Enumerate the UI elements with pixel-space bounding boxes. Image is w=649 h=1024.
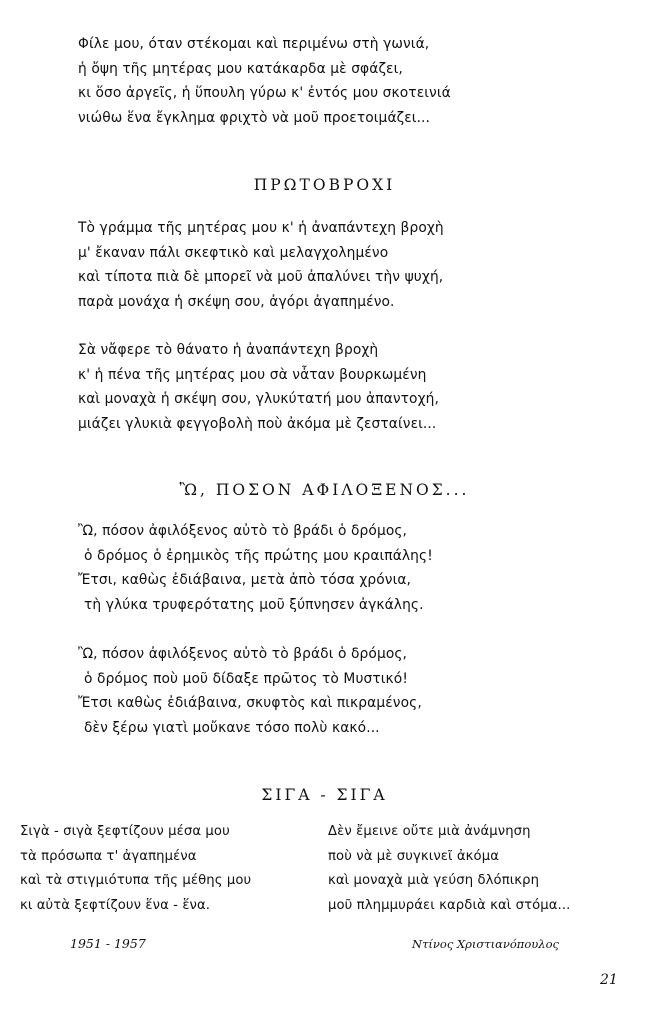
verse-line: Ὢ, πόσον ἀφιλόξενος αὐτὸ τὸ βράδι ὁ δρόμος, [78, 646, 408, 662]
verse-line: ἡ ὄψη τῆς μητέρας μου κατάκαρδα μὲ σφάζει, [78, 60, 403, 77]
verse-line: καὶ τὰ στιγμιότυπα τῆς μέθης μου [20, 873, 252, 888]
verse-line: μ' ἔκαναν πάλι σκεφτικὸ καὶ μελαγχολημένο [78, 244, 389, 261]
poem-title: Ὢ, ΠΟΣΟΝ ΑΦΙΛΟΞΕΝΟΣ... [179, 481, 470, 499]
verse-line: ὁ δρόμος ὁ ἐρημικὸς τῆς πρώτης μου κραιπάλης! [84, 547, 433, 564]
poem1-stanza2 [78, 338, 439, 436]
verse-line: ὁ δρόμος ποὺ μοῦ δίδαξε πρῶτος τὸ Μυστικό! [84, 670, 408, 687]
verse-line: μοῦ πλημμυράει καρδιὰ καὶ στόμα... [328, 897, 571, 913]
verse-line: τὴ γλύκα τρυφερότατης μοῦ ξύπνησεν ἀγκάλης. [84, 596, 424, 613]
poem2-stanza1 [78, 519, 433, 617]
verse-line: καὶ τίποτα πιὰ δὲ μπορεῖ νὰ μοῦ ἀπαλύνει τὴν ψυχή, [78, 269, 444, 285]
poem2-stanza2 [78, 642, 422, 740]
verse-line: Σὰ νἄφερε τὸ θάνατο ἡ ἀναπάντεχη βροχὴ [78, 342, 379, 358]
verse-line: Φίλε μου, όταν στέκομαι καὶ περιμένω στὴ γωνιά, [78, 36, 430, 52]
verse-line: κ' ἡ πένα τῆς μητέρας μου σὰ νἆταν βουρκωμένη [78, 366, 427, 383]
verse-line: Σιγὰ - σιγὰ ξεφτίζουν μέσα μου [20, 824, 230, 839]
author-signature: Ντίνος Χριστιανόπουλος [412, 937, 559, 951]
verse-line: δὲν ξέρω γιατὶ μοὔκανε τόσο πολὺ κακό... [84, 719, 380, 736]
verse-line: παρὰ μονάχα ἡ σκέψη σου, ἀγόρι ἀγαπημένο. [78, 293, 395, 310]
poem3-left-column [20, 820, 251, 918]
verse-line: καὶ μοναχὰ ἡ σκέψη σου, γλυκύτατή μου ἀπαντοχή, [78, 391, 439, 407]
verse-line: ποὺ νὰ μὲ συγκινεῖ ἀκόμα [328, 848, 499, 864]
verse-line: μιάζει γλυκιὰ φεγγοβολὴ ποὺ ἀκόμα μὲ ζεσταίνει... [78, 415, 437, 432]
poem-title: ΣΙΓΑ - ΣΙΓΑ [261, 786, 388, 804]
verse-line: νιώθω ἕνα ἔγκλημα φριχτὸ νὰ μοῦ προετοιμάζει... [78, 109, 431, 126]
verse-line: Δὲν ἔμεινε οὔτε μιὰ ἀνάμνηση [328, 824, 531, 839]
intro-stanza [78, 32, 451, 130]
verse-line: Ἔτσι, καθὼς ἐδιάβαινα, μετὰ ἀπὸ τόσα χρόνια, [78, 572, 412, 588]
years-label: 1951 - 1957 [70, 936, 146, 951]
verse-line: Τὸ γράμμα τῆς μητέρας μου κ' ἡ ἀναπάντεχη βροχὴ [78, 220, 444, 236]
verse-line: κι αὐτὰ ξεφτίζουν ἕνα - ἕνα. [20, 897, 211, 913]
verse-line: Ὢ, πόσον ἀφιλόξενος αὐτὸ τὸ βράδι ὁ δρόμος, [78, 523, 408, 539]
verse-line: Ἔτσι καθὼς ἐδιάβαινα, σκυφτὸς καὶ πικραμένος, [78, 695, 422, 711]
poem-title: ΠΡΩΤΟΒΡΟΧΙ [253, 176, 396, 194]
verse-line: τὰ πρόσωπα τ' ἀγαπημένα [20, 848, 197, 864]
poem1-stanza1 [78, 216, 444, 314]
poem3-right-column [328, 820, 570, 918]
verse-line: κι ὅσο ἀργεῖς, ἡ ὕπουλη γύρω κ' ἐντός μου σκοτεινιά [78, 85, 451, 101]
page-number: 21 [600, 972, 618, 988]
verse-line: καὶ μοναχὰ μιὰ γεύση δλόπικρη [328, 873, 540, 888]
